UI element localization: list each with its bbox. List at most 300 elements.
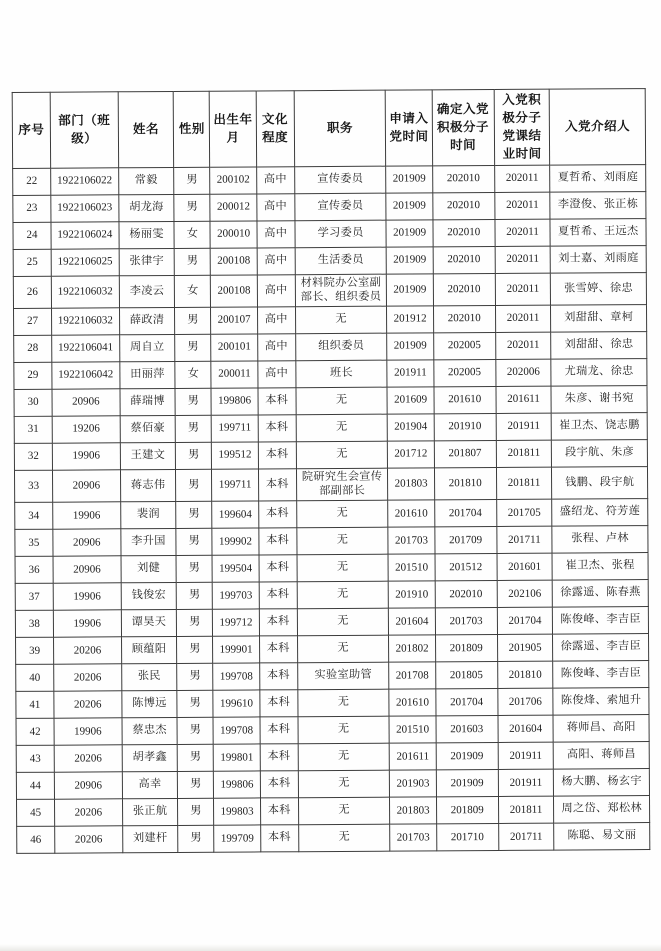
table-cell: 39 [16,637,54,664]
table-cell: 无 [296,387,388,415]
table-cell: 199711 [212,415,258,442]
table-cell: 张雪婷、徐忠 [551,272,647,305]
table-cell: 男 [177,582,213,609]
table-cell: 刘建杆 [122,825,178,852]
table-cell: 201912 [387,305,433,332]
table-cell: 本科 [260,824,298,851]
table-cell: 无 [295,306,387,334]
table-cell: 张程、卢林 [552,525,648,553]
table-cell: 201512 [435,553,497,580]
table-cell: 男 [178,825,214,852]
table-row [13,304,646,335]
table-row [13,272,646,308]
table-cell: 李升国 [121,528,177,555]
table-cell: 材料院办公室副部长、组织委员 [295,274,387,307]
table-cell: 本科 [259,608,297,635]
table-cell: 常毅 [118,167,174,194]
table-cell: 201911 [496,413,552,440]
table-cell: 男 [176,442,212,469]
table-cell: 无 [296,441,388,469]
table-cell: 202010 [435,580,497,607]
table-cell: 201909 [386,165,432,192]
table-cell: 200101 [211,334,257,361]
table-cell: 24 [13,222,51,249]
table-row [13,245,646,276]
table-cell: 男 [177,636,213,663]
table-row [16,795,649,826]
table-cell: 22 [13,168,51,195]
table-cell: 陈博远 [122,690,178,717]
table-cell: 20906 [53,529,121,556]
table-cell: 张民 [121,663,177,690]
table-cell: 202011 [495,273,551,305]
table-cell: 201603 [436,715,498,742]
table-cell: 26 [13,276,51,308]
table-cell: 201910 [434,413,496,440]
table-cell: 201802 [389,635,435,662]
table-cell: 刘甜甜、章柯 [551,304,647,332]
table-cell: 201909 [436,769,498,796]
table-cell: 201711 [496,526,552,553]
table-cell: 宣传委员 [294,166,386,194]
table-cell: 组织委员 [295,333,387,361]
table-row [14,466,647,502]
table-cell: 202010 [433,219,495,246]
table-cell: 34 [15,502,53,529]
table-cell: 男 [175,248,211,275]
table-cell: 202011 [495,305,551,332]
table-cell: 199708 [213,663,259,690]
table-row [17,822,650,853]
table-cell: 本科 [260,743,298,770]
table-cell: 蔡忠杰 [122,717,178,744]
table-row [14,439,647,470]
table-cell: 202005 [433,332,495,359]
table-cell: 男 [177,663,213,690]
table-row [15,498,648,529]
column-header-8: 确定入党积极分子时间 [432,89,494,165]
table-cell: 199512 [212,442,258,469]
column-header-9: 入党积极分子党课结业时间 [494,89,550,165]
table-cell: 20906 [53,556,121,583]
table-cell: 199610 [213,690,259,717]
table-cell: 男 [175,334,211,361]
table-cell: 院研究生会宣传部副部长 [296,468,388,501]
table-cell: 42 [16,718,54,745]
table-cell: 202106 [497,580,553,607]
table-row [14,412,647,443]
table-cell: 高中 [256,166,294,193]
table-cell: 男 [176,555,212,582]
table-cell: 顾蕴阳 [121,636,177,663]
table-cell: 1922106023 [51,194,119,221]
table-row [13,191,646,222]
table-cell: 崔卫杰、饶志鹏 [552,412,648,440]
table-cell: 本科 [260,716,298,743]
table-cell: 钱鹏、段宇航 [552,466,648,499]
table-row [15,552,648,583]
table-cell: 200102 [210,166,256,193]
table-cell: 男 [178,798,214,825]
table-cell: 夏哲希、刘雨庭 [550,164,646,192]
table-cell: 43 [16,745,54,772]
table-cell: 杨大鹏、杨玄宇 [554,768,650,796]
table-cell: 201703 [390,824,436,851]
table-cell: 本科 [259,635,297,662]
table-cell: 薛政清 [119,307,175,334]
table-cell: 19906 [52,442,120,469]
table-cell: 高中 [257,247,295,274]
column-header-3: 性别 [174,91,211,167]
table-cell: 201709 [434,526,496,553]
table-cell: 高中 [257,306,295,333]
table-cell: 19906 [53,583,121,610]
table-row [16,741,649,772]
table-cell: 实验室助管 [297,662,389,690]
table-cell: 朱彦、谢书宛 [551,385,647,413]
table-row [16,768,649,799]
table-cell: 200011 [211,361,257,388]
table-cell: 199703 [213,582,259,609]
table-cell: 30 [14,389,52,416]
table-row [14,385,647,416]
table-row [13,218,646,249]
table-cell: 201811 [498,796,554,823]
table-cell: 201601 [497,553,553,580]
table-cell: 46 [17,826,55,853]
table-cell: 201903 [390,770,436,797]
table-cell: 19906 [54,718,122,745]
table-cell: 男 [176,501,212,528]
table-cell: 201610 [388,500,434,527]
table-cell: 女 [175,275,211,307]
table-cell: 女 [174,221,210,248]
table-cell: 201909 [387,246,433,273]
table-cell: 37 [15,583,53,610]
table-cell: 201609 [387,386,433,413]
table-cell: 班长 [295,360,387,388]
table-cell: 40 [16,664,54,691]
table-cell: 本科 [260,689,298,716]
table-cell: 202010 [432,192,494,219]
table-cell: 男 [174,167,210,194]
table-cell: 20906 [52,469,120,502]
table-cell: 男 [177,690,213,717]
table-cell: 宣传委员 [294,193,386,221]
column-header-6: 职务 [294,90,386,166]
table-cell: 20206 [53,637,121,664]
column-header-0: 序号 [12,92,50,168]
table-cell: 19906 [53,610,121,637]
table-cell: 20906 [54,772,122,799]
table-cell: 无 [298,797,390,825]
table-cell: 20206 [54,799,122,826]
table-cell: 高中 [257,360,295,387]
table-cell: 张正航 [122,798,178,825]
table-cell: 201611 [496,386,552,413]
table-cell: 本科 [260,770,298,797]
table-cell: 本科 [259,554,297,581]
table-cell: 201809 [435,634,497,661]
table-cell: 199801 [214,744,260,771]
table-cell: 45 [16,799,54,826]
table-cell: 女 [175,361,211,388]
table-cell: 201810 [434,467,496,500]
table-cell: 201805 [435,661,497,688]
table-cell: 201510 [389,716,435,743]
table-row [15,606,648,637]
table-cell: 高中 [257,220,295,247]
table-cell: 201911 [498,742,554,769]
table-cell: 201904 [388,413,434,440]
table-cell: 刘甜甜、徐忠 [551,331,647,359]
table-cell: 男 [178,771,214,798]
table-cell: 陈聪、易文丽 [554,822,650,850]
table-cell: 31 [14,416,52,443]
table-cell: 199901 [213,636,259,663]
column-header-2: 姓名 [118,91,174,167]
table-cell: 谭昊天 [121,609,177,636]
table-cell: 202011 [495,219,551,246]
table-cell: 202011 [495,332,551,359]
table-cell: 201910 [389,581,435,608]
table-cell: 陈俊烽、索旭升 [553,687,649,715]
table-cell: 高幸 [122,771,178,798]
table-cell: 28 [14,335,52,362]
table-cell: 蔡佰豪 [120,415,176,442]
table-cell: 夏哲希、王远杰 [550,218,646,246]
table-row [14,358,647,389]
table-region [12,88,651,854]
table-cell: 199708 [213,717,259,744]
table-cell: 盛绍龙、符芳莲 [552,498,648,526]
table-cell: 35 [15,529,53,556]
table-cell: 陈俊峰、李吉臣 [553,606,649,634]
table-cell: 201710 [436,823,498,850]
table-cell: 无 [296,414,388,442]
table-cell: 201909 [386,219,432,246]
column-header-5: 文化程度 [256,91,294,167]
table-cell: 男 [178,744,214,771]
table-cell: 男 [176,528,212,555]
table-cell: 202010 [432,165,494,192]
table-cell: 本科 [258,441,296,468]
table-cell: 201803 [388,467,434,499]
table-row [16,660,649,691]
table-cell: 本科 [258,387,296,414]
table-cell: 201704 [434,499,496,526]
table-cell: 高阳、蒋师昌 [554,741,650,769]
table-cell: 周之岱、郑松林 [554,795,650,823]
table-cell: 20206 [54,664,122,691]
table-cell: 徐露遥、陈春燕 [553,579,649,607]
table-cell: 199902 [212,528,258,555]
table-cell: 男 [177,717,213,744]
table-header-row [12,89,645,168]
table-cell: 1922106024 [51,221,119,248]
table-row [15,579,648,610]
table-cell: 生活委员 [295,247,387,275]
table-cell: 201811 [496,440,552,467]
table-cell: 无 [298,716,390,744]
table-cell: 段宇航、朱彦 [552,439,648,467]
table-cell: 钱俊宏 [121,582,177,609]
table-cell: 高中 [256,193,294,220]
table-cell: 20206 [54,745,122,772]
table-cell: 男 [175,307,211,334]
table-cell: 20906 [52,388,120,415]
table-cell: 44 [16,772,54,799]
table-row [16,687,649,718]
column-header-7: 申请入党时间 [386,90,433,166]
table-cell: 201703 [388,527,434,554]
table-cell: 200108 [211,247,257,274]
table-cell: 本科 [259,527,297,554]
table-cell: 201811 [496,467,552,499]
table-cell: 20206 [54,691,122,718]
table-row [16,633,649,664]
table-cell: 田丽萍 [120,361,176,388]
table-cell: 41 [16,691,54,718]
table-cell: 男 [175,388,211,415]
table-cell: 199806 [214,771,260,798]
table-cell: 201705 [496,499,552,526]
table-cell: 1922106032 [51,307,119,334]
table-body [13,164,650,853]
table-cell: 201803 [390,797,436,824]
table-cell: 王建文 [120,442,176,469]
table-cell: 201706 [497,688,553,715]
table-cell: 27 [13,308,51,335]
table-cell: 男 [176,415,212,442]
table-cell: 201610 [434,386,496,413]
table-cell: 19906 [53,502,121,529]
table-cell: 周自立 [119,334,175,361]
table-cell: 202011 [495,246,551,273]
table-cell: 本科 [258,414,296,441]
table-cell: 本科 [259,581,297,608]
table-cell: 199604 [212,501,258,528]
table-cell: 刘健 [121,555,177,582]
table-cell: 无 [297,554,389,582]
table-cell: 无 [296,500,388,528]
table-cell: 201809 [436,796,498,823]
table-cell: 高中 [257,333,295,360]
table-cell: 202010 [433,305,495,332]
table-cell: 蒋师昌、高阳 [553,714,649,742]
column-header-1: 部门（班级） [50,92,118,168]
table-cell: 胡龙海 [118,194,174,221]
table-cell: 无 [297,608,389,636]
table-cell: 200010 [210,220,256,247]
table-cell: 201704 [435,688,497,715]
table-row [16,714,649,745]
table-cell: 201712 [388,440,434,467]
table-row [13,164,646,195]
table-cell: 1922106041 [52,334,120,361]
table-cell: 学习委员 [295,220,387,248]
table-cell: 男 [174,194,210,221]
table-cell: 199803 [214,798,260,825]
table-cell: 202005 [433,359,495,386]
table-cell: 36 [15,556,53,583]
party-applicants-table [12,88,651,854]
table-cell: 202010 [433,273,495,306]
table-cell: 200107 [211,307,257,334]
table-cell: 200108 [211,274,257,306]
table-cell: 胡孝鑫 [122,744,178,771]
table-row [14,331,647,362]
table-cell: 199711 [212,469,258,501]
table-cell: 199712 [213,609,259,636]
table-cell: 本科 [258,468,296,500]
table-cell: 38 [15,610,53,637]
table-cell: 本科 [259,662,297,689]
table-cell: 201510 [388,554,434,581]
table-cell: 202010 [433,246,495,273]
table-cell: 201611 [390,743,436,770]
table-cell: 199504 [212,555,258,582]
table-cell: 男 [176,469,212,501]
table-cell: 本科 [260,797,298,824]
table-cell: 1922106032 [51,275,119,308]
table-cell: 201708 [389,662,435,689]
table-cell: 201909 [386,192,432,219]
table-cell: 201911 [387,359,433,386]
table-cell: 张律宇 [119,248,175,275]
table-cell: 无 [297,581,389,609]
table-cell: 裴润 [120,501,176,528]
table-cell: 薛瑞博 [120,388,176,415]
table-cell: 19206 [52,415,120,442]
table-cell: 201704 [497,607,553,634]
table-cell: 201610 [389,689,435,716]
table-row [15,525,648,556]
table-cell: 1922106022 [51,167,119,194]
table-cell: 199806 [211,388,257,415]
table-cell: 1922106042 [52,361,120,388]
table-cell: 蒋志伟 [120,469,176,501]
table-cell: 201604 [389,608,435,635]
table-cell: 33 [14,470,52,502]
table-cell: 刘士嘉、刘雨庭 [550,245,646,273]
table-cell: 无 [296,527,388,555]
table-cell: 201911 [498,769,554,796]
table-cell: 无 [298,824,390,852]
table-cell: 高中 [257,274,295,306]
table-cell: 201810 [497,661,553,688]
table-cell: 尤瑞龙、徐忠 [551,358,647,386]
table-cell: 崔卫杰、张程 [552,552,648,580]
table-cell: 201905 [497,634,553,661]
table-cell: 29 [14,362,52,389]
table-cell: 25 [13,249,51,276]
table-cell: 32 [14,443,52,470]
table-cell: 无 [298,743,390,771]
table-cell: 无 [297,689,389,717]
table-cell: 李澄俊、张正栋 [550,191,646,219]
table-cell: 本科 [258,500,296,527]
table-cell: 201703 [435,607,497,634]
table-cell: 徐露遥、李吉臣 [553,633,649,661]
table-cell: 201909 [387,273,433,305]
table-cell: 无 [297,635,389,663]
table-cell: 202011 [494,165,550,192]
table-cell: 1922106025 [51,248,119,275]
table-cell: 201807 [434,440,496,467]
table-cell: 陈俊峰、李吉臣 [553,660,649,688]
table-cell: 201909 [436,742,498,769]
